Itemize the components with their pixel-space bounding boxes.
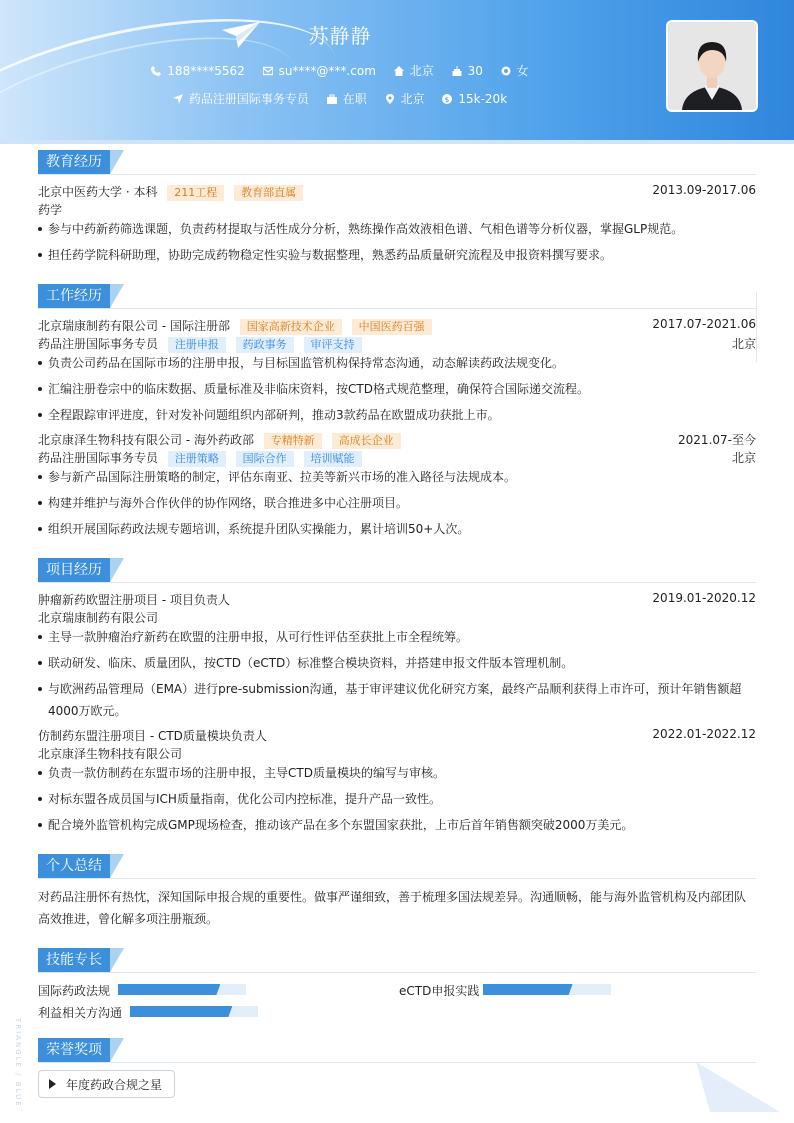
section-corner-triangle bbox=[110, 948, 124, 972]
avatar-portrait-icon bbox=[668, 22, 756, 110]
section-label: 技能专长 bbox=[38, 948, 110, 972]
school-tag: 教育部直属 bbox=[234, 185, 303, 201]
salary-item bbox=[442, 92, 507, 106]
role-tag: 注册申报 bbox=[168, 337, 226, 353]
email-icon bbox=[263, 66, 273, 76]
work-city: 北京 bbox=[731, 451, 756, 465]
profile-photo bbox=[666, 20, 758, 112]
resume-header bbox=[0, 0, 794, 140]
work-city: 北京 bbox=[731, 337, 756, 351]
company-tag: 中国医药百强 bbox=[352, 319, 432, 335]
work-date: 2021.07-至今 bbox=[678, 433, 756, 447]
company-tag: 专精特新 bbox=[264, 433, 322, 449]
project-bullet: 主导一款肿瘤治疗新药在欧盟的注册申报，从可行性评估至获批上市全程统筹。 bbox=[38, 626, 756, 648]
company-tag: 国家高新技术企业 bbox=[240, 319, 342, 335]
company-tag: 高成长企业 bbox=[332, 433, 401, 449]
project-title: 仿制药东盟注册项目 - CTD质量模块负责人 bbox=[38, 729, 267, 743]
work-bullet: 构建并维护与海外合作伙伴的协作网络，联合推进多中心注册项目。 bbox=[38, 492, 756, 514]
section-edge-line bbox=[756, 292, 757, 362]
project-title-row bbox=[38, 727, 756, 744]
skill-name: eCTD申报实践 bbox=[399, 984, 480, 998]
section-label: 荣誉奖项 bbox=[38, 1038, 110, 1062]
phone-text: 188****5562 bbox=[167, 63, 245, 78]
work-bullet: 负责公司药品在国际市场的注册申报，与目标国监管机构保持常态沟通，动态解读药政法规变化。 bbox=[38, 352, 756, 374]
project-bullet: 负责一款仿制药在东盟市场的注册申报，主导CTD质量模块的编写与审核。 bbox=[38, 762, 756, 784]
work-section bbox=[38, 284, 756, 536]
section-label: 个人总结 bbox=[38, 854, 110, 878]
section-label: 教育经历 bbox=[38, 150, 110, 174]
age-item bbox=[452, 64, 483, 78]
project-date: 2019.01-2020.12 bbox=[652, 591, 756, 605]
summary-section bbox=[38, 854, 756, 926]
home-icon bbox=[394, 66, 404, 76]
job-intent-row bbox=[0, 90, 680, 107]
education-date: 2013.09-2017.06 bbox=[652, 183, 756, 197]
status-item bbox=[327, 90, 367, 107]
skill-bar-fill bbox=[130, 1006, 232, 1017]
section-corner-triangle bbox=[110, 1038, 124, 1062]
work-date: 2017.07-2021.06 bbox=[652, 317, 756, 331]
project-title-row bbox=[38, 591, 756, 608]
section-label: 项目经历 bbox=[38, 558, 110, 582]
work-role-row bbox=[38, 449, 756, 467]
skill-bar bbox=[130, 1006, 258, 1017]
hometown-item bbox=[394, 62, 434, 79]
section-corner-triangle bbox=[110, 558, 124, 582]
project-company: 北京瑞康制药有限公司 bbox=[38, 611, 159, 625]
school-tag: 211工程 bbox=[167, 185, 224, 201]
send-icon bbox=[173, 94, 183, 104]
company-name: 北京瑞康制药有限公司 - 国际注册部 bbox=[38, 319, 230, 333]
phone-item bbox=[151, 64, 244, 78]
summary-text: 对药品注册怀有热忱，深知国际申报合规的重要性。做事严谨细致，善于梳理多国法规差异。沟通顺畅，能与海外监管机构及内部团队高效推进，曾化解多项注册瓶颈。 bbox=[38, 890, 747, 926]
project-bullet: 配合境外监管机构完成GMP现场检查，推动该产品在多个东盟国家获批，上市后首年销售额突破2000万美元。 bbox=[38, 814, 756, 836]
skill-name: 利益相关方沟通 bbox=[38, 1006, 123, 1020]
position-text: 药品注册国际事务专员 bbox=[188, 92, 309, 106]
work-bullet: 汇编注册卷宗中的临床数据、质量标准及非临床资料，按CTD格式规范整理，确保符合国际递交流程。 bbox=[38, 378, 756, 400]
section-title-projects bbox=[38, 558, 756, 583]
project-bullet: 对标东盟各成员国与ICH质量指南，优化公司内控标准，提升产品一致性。 bbox=[38, 788, 756, 810]
work-company-row bbox=[38, 317, 756, 335]
job-role: 药品注册国际事务专员 bbox=[38, 451, 159, 465]
gender-text: 女 bbox=[516, 64, 529, 78]
education-major: 药学 bbox=[38, 203, 63, 217]
position-item bbox=[173, 90, 309, 107]
education-section bbox=[38, 150, 756, 262]
money-icon bbox=[442, 94, 452, 104]
section-title-skills bbox=[38, 948, 756, 973]
work-company-row bbox=[38, 431, 756, 449]
age-text: 30 bbox=[467, 63, 483, 78]
briefcase-icon bbox=[327, 94, 337, 104]
education-bullet: 担任药学院科研助理，协助完成药物稳定性实验与数据整理，熟悉药品质量研究流程及申报资料撰写要求。 bbox=[38, 244, 756, 266]
vertical-decor-text: TRIANGLE / BLUE bbox=[14, 1018, 22, 1108]
education-bullet: 参与中药新药筛选课题，负责药材提取与活性成分分析，熟练操作高效液相色谱、气相色谱等分析仪器，掌握GLP规范。 bbox=[38, 218, 756, 240]
city-item bbox=[385, 90, 425, 107]
candidate-name: 苏静静 bbox=[308, 24, 372, 48]
projects-section bbox=[38, 558, 756, 832]
gender-icon bbox=[501, 66, 511, 76]
skills-section bbox=[38, 948, 756, 1020]
section-corner-triangle bbox=[110, 150, 124, 174]
header-divider bbox=[0, 140, 794, 144]
work-bullet: 参与新产品国际注册策略的制定，评估东南亚、拉美等新兴市场的准入路径与法规成本。 bbox=[38, 466, 756, 488]
work-role-row bbox=[38, 335, 756, 353]
role-tag: 培训赋能 bbox=[304, 451, 362, 467]
skill-bar bbox=[118, 984, 246, 995]
play-triangle-icon bbox=[49, 1079, 56, 1089]
project-bullet: 联动研发、临床、质量团队，按CTD（eCTD）标准整合模块资料，并搭建申报文件版本管理机制。 bbox=[38, 652, 756, 674]
skill-bar-fill bbox=[118, 984, 220, 995]
education-school-row bbox=[38, 183, 756, 201]
skill-name: 国际药政法规 bbox=[38, 984, 111, 998]
hometown-text: 北京 bbox=[409, 64, 434, 78]
project-date: 2022.01-2022.12 bbox=[652, 727, 756, 741]
cake-icon bbox=[452, 66, 462, 76]
status-text: 在职 bbox=[342, 92, 367, 106]
section-title-summary bbox=[38, 854, 756, 879]
role-tag: 药政事务 bbox=[236, 337, 294, 353]
work-bullet: 组织开展国际药政法规专题培训，系统提升团队实操能力，累计培训50+人次。 bbox=[38, 518, 756, 540]
project-company: 北京康泽生物科技有限公司 bbox=[38, 747, 183, 761]
role-tag: 注册策略 bbox=[168, 451, 226, 467]
gender-item bbox=[501, 62, 529, 79]
section-title-awards bbox=[38, 1038, 756, 1063]
skill-bar-fill bbox=[483, 984, 573, 995]
job-role: 药品注册国际事务专员 bbox=[38, 337, 159, 351]
company-name: 北京康泽生物科技有限公司 - 海外药政部 bbox=[38, 433, 254, 447]
role-tag: 国际合作 bbox=[236, 451, 294, 467]
corner-triangle-decor-icon bbox=[696, 1062, 780, 1112]
role-tag: 审评支持 bbox=[304, 337, 362, 353]
skill-bar bbox=[483, 984, 611, 995]
section-corner-triangle bbox=[110, 854, 124, 878]
awards-section bbox=[38, 1038, 756, 1063]
project-bullet: 与欧洲药品管理局（EMA）进行pre-submission沟通，基于审评建议优化研究方案，最终产品顺利获得上市许可，预计年销售额超4000万欧元。 bbox=[38, 678, 756, 722]
section-title-work bbox=[38, 284, 756, 309]
salary-text: 15k-20k bbox=[458, 91, 508, 106]
school-name: 北京中医药大学 · 本科 bbox=[38, 185, 158, 199]
location-pin-icon bbox=[385, 94, 395, 104]
svg-text:$: $ bbox=[445, 95, 450, 104]
email-item bbox=[263, 64, 376, 78]
email-text: su****@***.com bbox=[278, 63, 376, 78]
city-text: 北京 bbox=[400, 92, 425, 106]
phone-icon bbox=[151, 66, 161, 76]
project-title: 肿瘤新药欧盟注册项目 - 项目负责人 bbox=[38, 593, 230, 607]
contact-row bbox=[0, 62, 680, 79]
award-name: 年度药政合规之星 bbox=[66, 1077, 163, 1092]
section-label: 工作经历 bbox=[38, 284, 110, 308]
award-chip bbox=[38, 1070, 175, 1098]
work-bullet: 全程跟踪审评进度，针对发补问题组织内部研判，推动3款药品在欧盟成功获批上市。 bbox=[38, 404, 756, 426]
section-corner-triangle bbox=[110, 284, 124, 308]
section-title-education bbox=[38, 150, 756, 175]
